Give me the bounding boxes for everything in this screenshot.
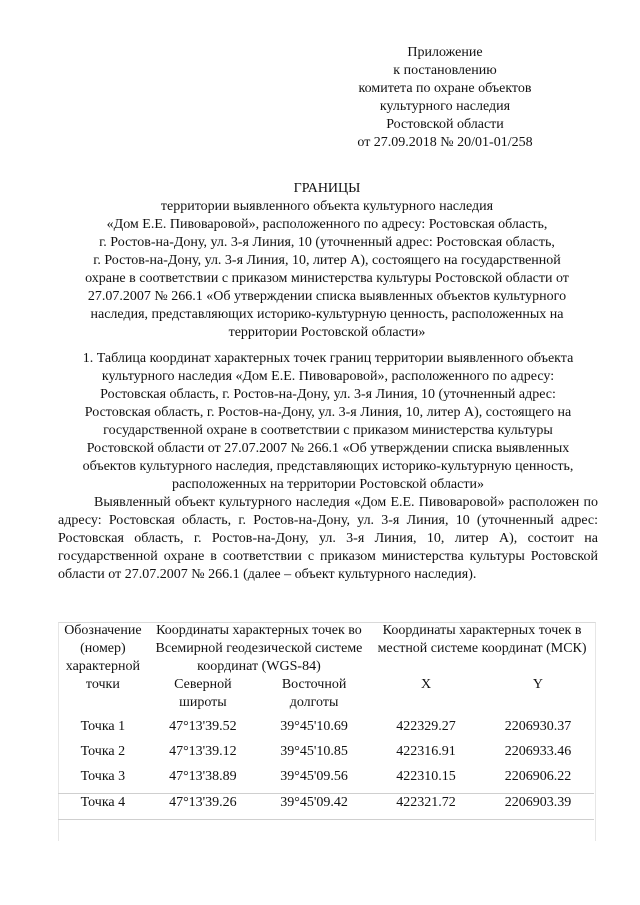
section-line: Ростовская область, г. Ростов-на-Дону, ул. 3-я Линия, 10 (уточненный адрес: xyxy=(100,387,556,402)
point-y: 2206933.46 xyxy=(504,744,572,759)
title-line: «Дом Е.Е. Пивоваровой», расположенного по адресу: Ростовская область, xyxy=(106,217,548,232)
title-heading: ГРАНИЦЫ xyxy=(293,181,361,196)
table-row xyxy=(58,743,594,768)
point-name: Точка 1 xyxy=(80,719,126,734)
title-line: охране в соответствии с приказом министерства культуры Ростовской области от xyxy=(85,271,569,286)
section-line: 1. Таблица координат характерных точек границ территории выявленного объекта xyxy=(82,351,574,366)
appendix-line: от 27.09.2018 № 20/01-01/258 xyxy=(357,135,533,150)
title-line: г. Ростов-на-Дону, ул. 3-я Линия, 10 (уточненный адрес: Ростовская область, xyxy=(99,235,555,250)
title-line: территории Ростовской области» xyxy=(228,325,426,340)
point-x: 422321.72 xyxy=(370,794,482,820)
appendix-line: Ростовской области xyxy=(386,117,504,132)
section-line: Ростовская область, г. Ростов-на-Дону, ул. 3-я Линия, 10, литер А), состоящего на xyxy=(84,405,572,420)
header-y: Y xyxy=(532,677,543,692)
section-line: Ростовской области от 27.07.2007 № 266.1 «Об утверждении списка выявленных xyxy=(86,441,570,456)
point-y: 2206903.39 xyxy=(482,794,594,820)
description-paragraph: Выявленный объект культурного наследия «Дом Е.Е. Пивоваровой» расположен по адресу: Ростовская область, г. Ростов-на-Дону, ул. 3-я Линия, 10 (уточненный адрес: Ростовская область, г. Ростов-на-Дону, ул. 3-я Линия, 10, литер А), состоит на государственной охране в соответствии с приказом министерства культуры Ростовской области от 27.07.2007 № 266.1 (далее – объект культурного наследия). xyxy=(58,495,598,582)
header-point: Обозначение (номер) характерной точки xyxy=(64,623,142,692)
point-lat: 47°13'38.89 xyxy=(169,769,237,784)
title-line: наследия, представляющих историко-культурную ценность, расположенных на xyxy=(90,307,564,322)
appendix-line: к постановлению xyxy=(393,63,497,78)
document-title xyxy=(60,180,594,342)
point-name: Точка 3 xyxy=(80,769,126,784)
point-lon: 39°45'10.85 xyxy=(280,744,348,759)
header-longitude: Восточной долготы xyxy=(281,677,347,710)
section-line: государственной охране в соответствии с приказом министерства культуры xyxy=(103,423,553,438)
point-x: 422310.15 xyxy=(396,769,456,784)
point-lat: 47°13'39.52 xyxy=(169,719,237,734)
appendix-line: культурного наследия xyxy=(379,99,511,114)
point-lon: 39°45'10.69 xyxy=(280,719,348,734)
point-lon: 39°45'09.56 xyxy=(280,769,348,784)
point-lat: 47°13'39.12 xyxy=(169,744,237,759)
point-name: Точка 4 xyxy=(58,794,148,820)
title-line: территории выявленного объекта культурного наследия xyxy=(160,199,494,214)
point-x: 422329.27 xyxy=(396,719,456,734)
point-y: 2206906.22 xyxy=(504,769,572,784)
table-row xyxy=(58,768,594,794)
header-wgs84: Координаты характерных точек во Всемирной геодезической системе координат (WGS-84) xyxy=(155,623,363,674)
header-msk: Координаты характерных точек в местной системе координат (МСК) xyxy=(377,623,587,656)
table-header-row xyxy=(58,622,594,676)
title-line: г. Ростов-на-Дону, ул. 3-я Линия, 10, литер А), состоящего на государственной xyxy=(93,253,561,268)
table-row xyxy=(58,712,594,743)
appendix-line: комитета по охране объектов xyxy=(358,81,532,96)
header-x: X xyxy=(420,677,432,692)
point-lat: 47°13'39.26 xyxy=(148,794,258,820)
point-lon: 39°45'09.42 xyxy=(258,794,370,820)
point-name: Точка 2 xyxy=(80,744,126,759)
point-x: 422316.91 xyxy=(396,744,456,759)
section-heading xyxy=(58,350,598,494)
section-line: расположенных на территории Ростовской области» xyxy=(172,477,484,492)
title-line: 27.07.2007 № 266.1 «Об утверждении списка выявленных объектов культурного xyxy=(87,289,567,304)
section-line: культурного наследия «Дом Е.Е. Пивоваровой», расположенного по адресу: xyxy=(101,369,555,384)
coordinates-table xyxy=(58,622,594,820)
appendix-line: Приложение xyxy=(407,45,483,60)
appendix-header xyxy=(300,44,590,152)
point-y: 2206930.37 xyxy=(504,719,572,734)
header-latitude: Северной широты xyxy=(174,677,232,710)
table-row xyxy=(58,794,594,820)
section-line: объектов культурного наследия, представляющих историко-культурную ценность, xyxy=(82,459,574,474)
